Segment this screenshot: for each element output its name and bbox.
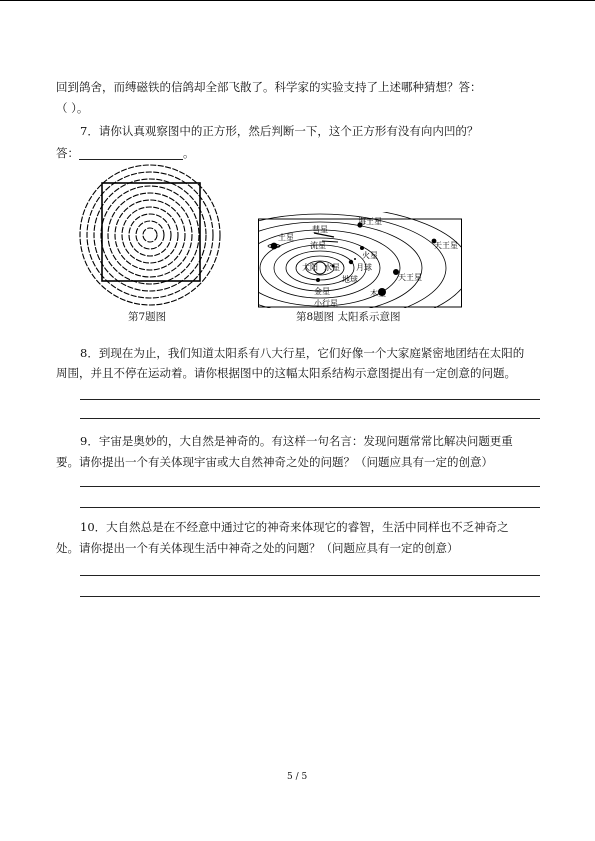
label-saturn: 土星 [278, 233, 294, 242]
figure-8-solar-system [258, 212, 462, 308]
label-mercury: 水星 [324, 263, 340, 272]
answer-line[interactable] [80, 418, 540, 419]
label-earth: 地球 [342, 275, 358, 284]
answer-line[interactable] [80, 486, 540, 487]
earth-icon [349, 260, 353, 264]
venus-icon [316, 278, 320, 282]
moon-icon [354, 258, 356, 260]
answer-prefix: 答： [56, 146, 79, 160]
label-venus: 金星 [314, 287, 330, 296]
question-7-text: 7．请你认真观察图中的正方形，然后判断一下，这个正方形有没有向内凹的？ [80, 124, 479, 138]
saturn-icon [271, 243, 278, 250]
mars-icon [360, 246, 364, 250]
label-moon: 月球 [356, 263, 372, 272]
question-9-line-2: 要。请你提出一个有关体现宇宙或大自然神奇之处的问题？（问题应具有一定的创意） [56, 455, 493, 469]
answer-line[interactable] [80, 575, 540, 576]
question-8-line-1: 8．到现在为止，我们知道太阳系有八大行星，它们好像一个大家庭紧密地团结在太阳的 [80, 346, 525, 360]
label-sun: 太阳 [302, 263, 318, 272]
answer-blank-line [79, 147, 183, 160]
answer-suffix: 。 [183, 146, 195, 160]
intro-answer-blank: （ ）。 [56, 101, 89, 115]
header-rule [0, 0, 595, 1]
label-neptune: 海王星 [358, 217, 382, 226]
intro-line-1: 回到鸽舍，而缚磁铁的信鸽却全部飞散了。科学家的实验支持了上述哪种猜想？答： [56, 80, 482, 94]
answer-line[interactable] [80, 596, 540, 597]
label-mars: 火星 [362, 251, 378, 260]
square-outline [102, 183, 200, 281]
label-meteor: 流星 [310, 241, 326, 250]
figure-7-caption: 第7题图 [128, 311, 167, 323]
question-9-line-1: 9．宇宙是奥妙的，大自然是神奇的。有这样一句名言：发现问题常常比解决问题更重 [80, 434, 513, 448]
question-10-line-1: 10．大自然总是在不经意中通过它的神奇来体现它的睿智，生活中同样也不乏神奇之 [80, 520, 509, 534]
question-7-answer [56, 146, 195, 160]
label-uranus: 天王星 [434, 241, 458, 250]
question-8-line-2: 周围，并且不停在运动着。请你根据图中的这幅太阳系结构示意图提出有一定创意的问题。 [56, 366, 516, 380]
figure-8-caption: 第8题图 太阳系示意图 [296, 311, 401, 323]
figure-7-illusion [78, 163, 222, 309]
label-comet: 彗星 [312, 225, 328, 234]
label-asteroids: 小行星 [314, 299, 338, 308]
answer-line[interactable] [80, 399, 540, 400]
label-jupiter: 木星 [370, 289, 386, 298]
question-10-line-2: 处。请你提出一个有关体现生活中神奇之处的问题？（问题应具有一定的创意） [56, 541, 459, 555]
answer-line[interactable] [80, 507, 540, 508]
label-uranus-orbit: 天王星 [398, 273, 422, 282]
page-number: 5 / 5 [287, 772, 308, 782]
